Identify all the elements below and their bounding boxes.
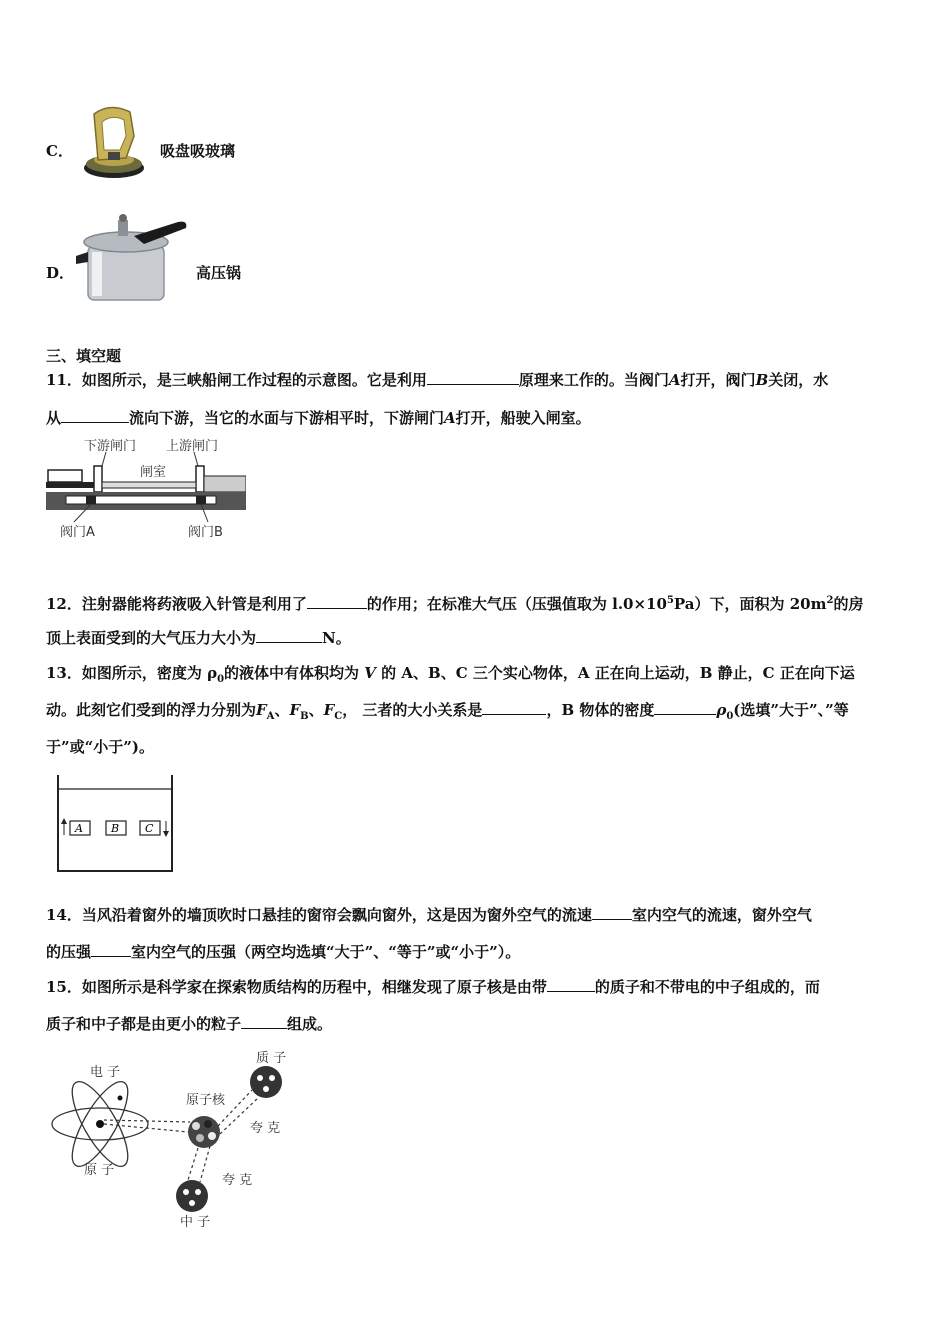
q13-fa: F (256, 701, 267, 719)
q13-rho-sub: 0 (217, 674, 225, 685)
q14-line-1 (46, 905, 906, 925)
proton-quark-2 (269, 1075, 275, 1081)
label-neutron: 中 子 (180, 1215, 211, 1230)
q15-blank-2[interactable] (241, 1014, 287, 1029)
q12-text-1a: 12．注射器能将药液吸入针管是利用了 (46, 595, 307, 613)
atom-nucleus-dot (96, 1120, 104, 1128)
q13-text-3: 于”或“小于”)。 (46, 738, 154, 756)
q12-text-1c: Pa）下，面积为 20m (673, 595, 827, 613)
q11-blank-1[interactable] (427, 370, 519, 385)
q15-line-1 (46, 977, 906, 997)
label-nucleus: 原子核 (186, 1093, 226, 1108)
section-title: 三、填空题 (46, 347, 122, 365)
nucleon-3 (196, 1134, 204, 1142)
neutron-quark-3 (189, 1200, 195, 1206)
q13-rho-sub-2: 0 (726, 711, 734, 722)
q12-line-2 (46, 628, 906, 648)
arrow-up-a-head (61, 818, 67, 824)
q15-text-2a: 质子和中子都是由更小的粒子 (46, 1015, 242, 1033)
q13-text-2e: (选填”大于”、”等 (733, 701, 849, 719)
q12-text-1d: 的房 (833, 595, 864, 613)
neutron-quark-1 (183, 1189, 189, 1195)
nucleon-1 (192, 1122, 200, 1130)
q13-fb-sub: B (300, 711, 309, 722)
q11-var-a: A (668, 371, 681, 389)
suction-cup-image (80, 102, 152, 182)
label-atom: 原 子 (84, 1163, 115, 1178)
object-a-label: A (75, 822, 83, 835)
valve-a (86, 496, 96, 504)
pointer-upstream (194, 452, 198, 466)
nucleus-body (188, 1116, 220, 1148)
q11-text-2b: 流向下游，当它的水面与下游相平时，下游闸门 (129, 409, 445, 427)
q12-text-2b: N。 (322, 629, 351, 647)
cooker-valve (118, 220, 128, 236)
neutron-circle (176, 1180, 208, 1212)
q12-square: 2 (826, 595, 834, 606)
neutron-quark-2 (195, 1189, 201, 1195)
label-electron: 电 子 (90, 1065, 121, 1080)
q13-line-3 (46, 737, 906, 757)
q14-text-2b: 室内空气的压强（两空均选填“大于”、“等于”或“小于”）。 (131, 943, 521, 961)
q15-text-2b: 组成。 (287, 1015, 333, 1033)
q15-text-1b: 的质子和不带电的中子组成的，而 (594, 978, 820, 996)
label-valve-a: 阀门A (60, 525, 95, 540)
label-quark-1: 夸 克 (250, 1121, 281, 1136)
label-chamber: 闸室 (140, 465, 167, 480)
cooker-valve-top (119, 214, 127, 222)
q14-text-1b: 室内空气的流速，窗外空气 (631, 906, 812, 924)
q13-fc-sub: C (334, 711, 343, 722)
q14-blank-1[interactable] (592, 905, 632, 920)
q13-blank-2[interactable] (654, 700, 716, 715)
q15-line-2 (46, 1014, 906, 1034)
q11-blank-2[interactable] (61, 408, 129, 423)
q11-text-2c: 打开，船驶入闸室。 (455, 409, 591, 427)
connector-nucleus-neutron (188, 1148, 198, 1180)
label-upstream-gate: 上游闸门 (166, 439, 219, 454)
ship-lock-figure (46, 432, 246, 542)
chamber-water (102, 482, 196, 488)
q13-text-1b: 的液体中有体积均为 (224, 664, 360, 682)
q11-text-2a: 从 (46, 409, 62, 427)
q12-exponent: 5 (666, 595, 674, 606)
option-d-letter: D． (46, 264, 75, 282)
q11-text-1a: 11．如图所示，是三峡船闸工作过程的示意图。它是利用 (46, 371, 427, 389)
q11-line-1 (46, 370, 906, 390)
downstream-water (46, 482, 94, 488)
cooker-highlight (92, 252, 102, 296)
q13-text-1c: 的 A、B、C 三个实心物体，A 正在向上运动，B 静止，C 正在向下运 (381, 664, 855, 682)
q11-var-a-2: A (444, 409, 456, 427)
buoyancy-figure (56, 775, 176, 875)
label-valve-b: 阀门B (188, 525, 223, 540)
pointer-downstream (102, 452, 106, 466)
q13-text-2c: ，B 物体的密度 (546, 701, 655, 719)
electron-dot (118, 1096, 123, 1101)
q13-sep-2: 、 (308, 701, 324, 719)
label-proton: 质 子 (256, 1051, 287, 1066)
q13-blank-1[interactable] (482, 700, 546, 715)
cooker-side-handle (76, 252, 88, 264)
label-quark-2: 夸 克 (222, 1173, 253, 1188)
q13-text-1a: 13．如图所示，密度为 ρ (46, 664, 218, 682)
q15-text-1a: 15．如图所示是科学家在探索物质结构的历程中，相继发现了原子核是由带 (46, 978, 547, 996)
label-downstream-gate: 下游闸门 (84, 439, 137, 454)
q12-blank-1[interactable] (307, 594, 367, 609)
q12-blank-2[interactable] (256, 628, 322, 643)
nucleon-4 (208, 1132, 216, 1140)
option-c-letter: C． (46, 142, 73, 160)
q14-blank-2[interactable] (91, 942, 131, 957)
q13-rho: ρ (716, 701, 727, 719)
ship-left (48, 470, 82, 482)
q14-text-2a: 的压强 (46, 943, 92, 961)
gate-a (94, 466, 102, 492)
suction-cup-handle-hole (102, 117, 126, 150)
q13-text-2a: 动。此刻它们受到的浮力分别为 (46, 701, 257, 719)
q11-text-1d: 关闭，水 (768, 371, 829, 389)
q13-text-2b: ， 三者的大小关系是 (342, 701, 483, 719)
q11-text-1c: 打开，阀门 (680, 371, 756, 389)
q13-var-v: V (364, 664, 376, 682)
arrow-down-c-head (163, 831, 169, 837)
q11-line-2 (46, 408, 906, 428)
proton-quark-1 (257, 1075, 263, 1081)
q15-blank-1[interactable] (547, 977, 595, 992)
nucleon-2 (204, 1120, 212, 1128)
gate-b (196, 466, 204, 492)
q13-sep-1: 、 (274, 701, 290, 719)
q14-text-1a: 14．当风沿着窗外的墙顶吹时口悬挂的窗帘会飘向窗外，这是因为窗外空气的流速 (46, 906, 592, 924)
nucleus-cluster (188, 1116, 220, 1148)
pressure-cooker-image (74, 212, 190, 308)
q11-var-b: B (755, 371, 769, 389)
q12-text-1b: 的作用；在标准大气压（压强值取为 l.0×10 (366, 595, 667, 613)
q12-text-2a: 顶上表面受到的大气压力大小为 (46, 629, 257, 647)
q13-fc: F (323, 701, 335, 719)
upstream-water (204, 476, 246, 492)
object-c-label: C (145, 822, 154, 835)
connector-nucleus-neutron-2 (200, 1146, 210, 1182)
q11-text-1b: 原理来工作的。当阀门 (518, 371, 669, 389)
option-c-text: 吸盘吸玻璃 (160, 142, 236, 160)
proton-quark-3 (263, 1086, 269, 1092)
q13-line-2 (46, 700, 906, 727)
q13-fa-sub: A (266, 711, 275, 722)
q14-line-2 (46, 942, 906, 962)
proton-circle (250, 1066, 282, 1098)
option-d-text: 高压锅 (196, 264, 242, 282)
atom-structure-figure (46, 1046, 306, 1236)
q13-fb: F (289, 701, 301, 719)
valve-b (196, 496, 206, 504)
q12-line-1 (46, 591, 906, 614)
q13-line-1 (46, 663, 906, 690)
suction-cup-lever (108, 152, 120, 160)
object-b-label: B (111, 822, 120, 835)
